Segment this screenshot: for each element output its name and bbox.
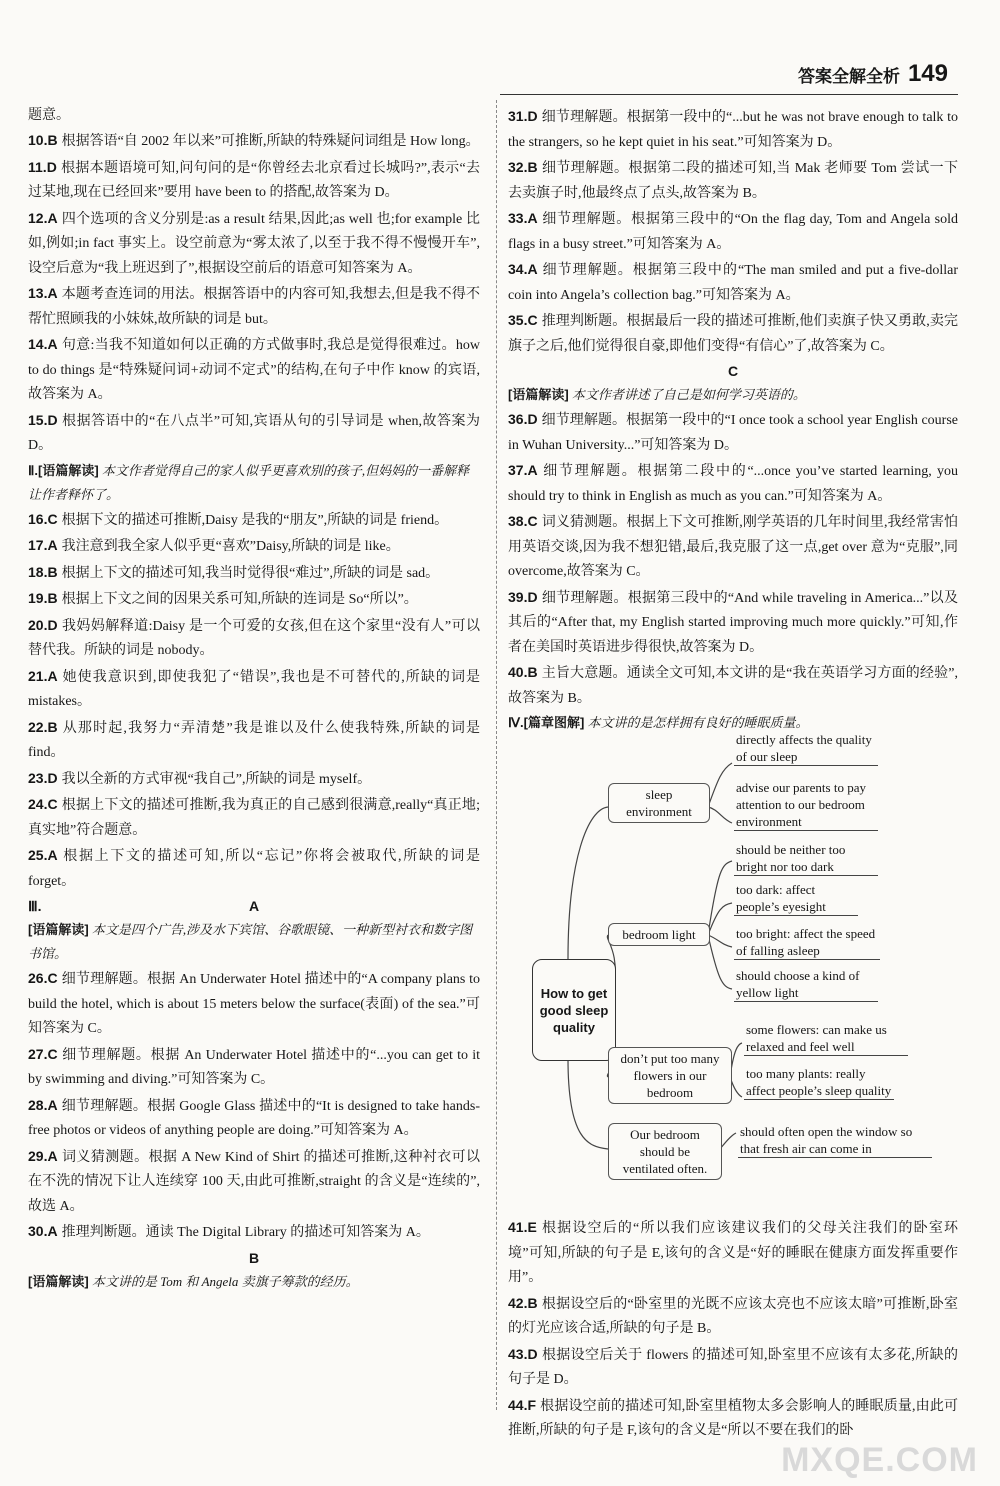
answer-entry: [28, 507, 480, 534]
mind-map-center: [532, 959, 616, 1061]
answer-number: 32.B: [508, 159, 538, 175]
leaf: should often open the window so that fresh air can come in: [738, 1123, 932, 1158]
answer-entry: [508, 1215, 958, 1291]
answer-number: 10.B: [28, 132, 58, 148]
answer-text: 她使我意识到,即使我犯了“错误”,我也是不可替代的,所缺的词是 mistakes。: [28, 669, 480, 709]
answer-number: 16.C: [28, 510, 58, 527]
answer-number: 22.B: [28, 718, 58, 735]
answer-entry: [28, 332, 480, 408]
answer-text: 主旨大意题。通读全文可知,本文讲的是“我在英语学习方面的经验”,故答案为 B。: [508, 666, 958, 706]
section-letter-b: B: [248, 1249, 260, 1266]
answer-text: 本题考查连词的用法。根据答语中的内容可知,我想去,但是我不得不帮忙照顾我的小妹妹,故所缺的词是 but。: [28, 287, 480, 327]
leaf: directly affects the quality of our sleep: [734, 731, 878, 766]
answer-number: 38.C: [508, 513, 538, 529]
leaf: some flowers: can make us relaxed and feel well: [744, 1021, 908, 1056]
answer-number: 36.D: [508, 411, 538, 427]
answer-entry: [508, 509, 958, 585]
answer-number: 20.D: [28, 616, 58, 633]
intro-tag: [语篇解读]: [508, 387, 569, 402]
answer-number: 19.B: [28, 590, 58, 606]
answer-text: 细节理解题。根据第一段中的“...but he was not brave enough to talk to the strangers, so he kept quiet in his seat.”可知答案为 D。: [508, 110, 958, 150]
answer-text: 细节理解题。根据 Google Glass 描述中的“It is designed to take hands-free photos or videos of anything people are doing.”可知答案为 A。: [28, 1098, 480, 1138]
answer-entry: [28, 966, 480, 1042]
header-rule: [500, 94, 958, 95]
answer-text: 细节理解题。根据第三段中的“On the flag day, Tom and Angela sold flags in a busy street.”可知答案为 A。: [508, 212, 958, 252]
answer-entry: [508, 257, 958, 308]
answer-entry: [508, 458, 958, 509]
left-column: [28, 104, 480, 1294]
intro-tag: Ⅳ.[篇章图解]: [508, 715, 585, 730]
center-label: How to get good sleep quality: [539, 985, 609, 1035]
answer-entry: [28, 613, 480, 664]
intro-text: 本文讲的是 Tom 和 Angela 卖旗子筹款的经历。: [91, 1273, 359, 1289]
page-header: [798, 56, 948, 92]
answer-text: 细节理解题。根据 An Underwater Hotel 描述中的“...you can get to it by swimming and diving.”可知答案为 C。: [28, 1047, 480, 1087]
intro-tag: [语篇解读]: [28, 1273, 89, 1289]
answer-entry: [28, 155, 480, 206]
right-column: [508, 104, 958, 1444]
answer-entry: [28, 281, 480, 332]
answer-text: 根据上下文之间的因果关系可知,所缺的连词是 So“所以”。: [61, 592, 418, 607]
answer-text: 细节理解题。根据第三段中的“And while traveling in America...”以及其后的“After that, my English started improving much more quickly.”可知,作者在美国时英语进步得很快,故答案为 D。: [508, 590, 958, 655]
answer-number: 34.A: [508, 261, 538, 277]
answer-entry: [28, 408, 480, 459]
answer-entry: [28, 1042, 480, 1093]
answer-entry: [508, 206, 958, 257]
intro-text: 本文是四个广告,涉及水下宾馆、谷歌眼镜、一种新型衬衣和数字图书馆。: [28, 922, 473, 961]
answer-entry: [508, 660, 958, 711]
answer-entry: [28, 560, 480, 587]
answer-entry: [508, 155, 958, 206]
branch-sleep-environment: [608, 783, 710, 823]
answer-text: 根据设空后的“卧室里的光既不应该太亮也不应该太暗”可推断,卧室的灯光应该合适,所缺的句子是 B。: [508, 1296, 958, 1336]
section-number: Ⅲ.: [28, 898, 42, 914]
answer-entry: [508, 1342, 958, 1393]
section-intro: [508, 711, 958, 735]
leaf: too dark: affect people’s eyesight: [734, 881, 858, 916]
answer-number: 14.A: [28, 336, 58, 352]
column-divider: [496, 100, 497, 1410]
intro-text: 本文作者讲述了自己是如何学习英语的。: [571, 387, 806, 402]
answer-entry: [508, 585, 958, 661]
leaf: should be neither too bright nor too dark: [734, 841, 878, 876]
answer-text: 四个选项的含义分别是:as a result 结果,因此;as well 也;for example 比如,例如;in fact 事实上。设空前意为“雾太浓了,以至于我不得不慢慢开车”,设空后意为“我上班迟到了”,根据设空前后的语意可知答案为 A。: [28, 211, 480, 276]
section-intro: [28, 918, 480, 966]
answer-entry: [508, 308, 958, 359]
branch-bedroom-light: [608, 923, 710, 946]
section-intro: [28, 459, 480, 507]
answer-text: 细节理解题。根据第二段的描述可知,当 Mak 老师要 Tom 尝试一下去卖旗子时,他最终点了点头,故答案为 B。: [508, 161, 958, 201]
branch-label: Our bedroom should be ventilated often.: [622, 1127, 708, 1176]
branch-label: sleep environment: [626, 787, 692, 819]
answer-entry: [28, 843, 480, 894]
answer-text: 根据答语中的“在八点半”可知,宾语从句的引导词是 when,故答案为 D。: [28, 413, 480, 453]
intro-tag: [语篇解读]: [28, 922, 89, 937]
answer-text: 词义猜测题。根据 A New Kind of Shirt 的描述可推断,这种衬衣可以在不洗的情况下让人连续穿 100 天,由此可推断,straight 的含义是“连续的”,故选 A。: [28, 1149, 480, 1214]
section-intro: [508, 383, 958, 407]
leaf: too bright: affect the speed of falling asleep: [734, 925, 880, 960]
answer-text: 从那时起,我努力“弄清楚”我是谁以及什么使我特殊,所缺的词是 find。: [28, 720, 480, 760]
answer-text: 我以全新的方式审视“我自己”,所缺的词是 myself。: [61, 771, 372, 787]
branch-label: bedroom light: [622, 927, 696, 942]
answer-number: 30.A: [28, 1223, 58, 1239]
answer-number: 25.A: [28, 847, 58, 863]
answer-entry: [28, 533, 480, 560]
section-intro: [28, 1270, 480, 1294]
answer-number: 26.C: [28, 970, 58, 986]
answer-entry: [28, 715, 480, 766]
answer-text: 细节理解题。根据第三段中的“The man smiled and put a five-dollar coin into Angela’s collection bag.”可知答案为 A。: [508, 263, 958, 303]
answer-number: 40.B: [508, 664, 538, 680]
answer-text: 句意:当我不知道如何以正确的方式做事时,我总是觉得很难过。how to do things 是“特殊疑问词+动词不定式”的结构,在句子中作 know 的宾语,故答案为 A。: [28, 338, 480, 402]
answer-number: 13.A: [28, 285, 58, 301]
answer-text: 我妈妈解释道:Daisy 是一个可爱的女孩,但在这个家里“没有人”可以替代我。所缺的词是 nobody。: [28, 618, 480, 658]
answer-text: 推理判断题。通读 The Digital Library 的描述可知答案为 A。: [61, 1225, 430, 1240]
answer-text: 根据本题语境可知,问句问的是“你曾经去北京看过长城吗?”,表示“去过某地,现在已经回来”要用 have been to 的搭配,故答案为 D。: [28, 160, 480, 200]
answer-entry: [28, 1093, 480, 1144]
intro-tag: Ⅱ.[语篇解读]: [28, 462, 99, 478]
answer-number: 11.D: [28, 158, 57, 175]
branch-flowers: [608, 1047, 732, 1104]
answer-text: 细节理解题。根据 An Underwater Hotel 描述中的“A company plans to build the hotel, which is about 15 meters below the surface(表面) of the sea.”可知答案为 C。: [28, 972, 480, 1036]
answer-number: 44.F: [508, 1396, 537, 1413]
answer-entry: [28, 1219, 480, 1246]
watermark: MXQE.COM: [781, 1441, 978, 1479]
answer-entry: [28, 206, 480, 282]
header-title: 答案全解全析: [797, 66, 900, 86]
answer-entry: [28, 664, 480, 715]
answer-number: 24.C: [28, 796, 58, 812]
leaf: too many plants: really affect people’s sleep quality: [744, 1065, 894, 1100]
answer-text: 根据上下文的描述可知,我当时觉得很“难过”,所缺的词是 sad。: [61, 565, 440, 581]
answer-text: 根据答语“自 2002 年以来”可推断,所缺的特殊疑问词组是 How long。: [61, 134, 480, 149]
mind-map: [508, 732, 958, 1209]
page-number: 149: [907, 60, 948, 87]
section-letter-a: A: [248, 898, 260, 914]
continued-text: 题意。: [28, 108, 70, 123]
answer-number: 27.C: [28, 1045, 58, 1062]
answer-entry: [28, 792, 480, 843]
answer-text: 根据设空前的描述可知,卧室里植物太多会影响人的睡眠质量,由此可推断,所缺的句子是 F,该句的含义是“所以不要在我们的卧: [508, 1398, 958, 1438]
answer-text: 根据设空后的“所以我们应该建议我们的父母关注我们的卧室环境”可知,所缺的句子是 E,该句的含义是“好的睡眠在健康方面发挥重要作用”。: [508, 1221, 958, 1285]
leaf: should choose a kind of yellow light: [734, 967, 878, 1002]
answer-text: 细节理解题。根据第二段中的“...once you’ve started learning, you should try to think in English as much as you can.”可知答案为 A。: [508, 464, 958, 504]
answer-number: 41.E: [508, 1219, 537, 1235]
answer-entry: [28, 128, 480, 155]
answer-entry: [508, 407, 958, 458]
answer-number: 42.B: [508, 1294, 538, 1311]
answer-entry: [508, 1393, 958, 1444]
answer-number: 39.D: [508, 588, 538, 605]
answer-number: 12.A: [28, 209, 58, 226]
answer-text: 我注意到我全家人似乎更“喜欢”Daisy,所缺的词是 like。: [61, 539, 400, 554]
answer-entry: [28, 1144, 480, 1220]
intro-text: 本文讲的是怎样拥有良好的睡眠质量。: [587, 715, 809, 730]
answer-text: 词义猜测题。根据上下文可推断,刚学英语的几年时间里,我经常害怕用英语交谈,因为我不想犯错,最后,我克服了这一点,get over 意为“克服”,同 overcome,故答案为 C。: [508, 515, 958, 579]
intro-text: 本文作者觉得自己的家人似乎更喜欢别的孩子,但妈妈的一番解释让作者释怀了。: [28, 462, 470, 502]
answer-text: 根据上下文的描述可推断,我为真正的自己感到很满意,really“真正地;真实地”符合题意。: [28, 798, 480, 838]
answer-number: 35.C: [508, 312, 538, 328]
answer-number: 29.A: [28, 1147, 58, 1164]
answer-number: 21.A: [28, 667, 58, 684]
answer-text: 推理判断题。根据最后一段的描述可推断,他们卖旗子快又勇敢,卖完旗子之后,他们觉得很自豪,即他们变得“有信心”了,故答案为 C。: [508, 314, 958, 354]
answer-text: 细节理解题。根据第一段中的“I once took a school year English course in Wuhan University...”可知答案为 D。: [508, 413, 958, 453]
answer-number: 43.D: [508, 1345, 538, 1362]
answer-number: 28.A: [28, 1096, 58, 1113]
answer-number: 23.D: [28, 769, 58, 786]
section-letter-c: C: [727, 363, 739, 379]
answer-entry: [28, 766, 480, 793]
answer-number: 31.D: [508, 108, 538, 124]
answer-number: 33.A: [508, 210, 538, 226]
answer-number: 18.B: [28, 563, 58, 580]
answer-number: 15.D: [28, 411, 58, 428]
answer-entry: [508, 1291, 958, 1342]
answer-number: 17.A: [28, 537, 58, 553]
answer-number: 37.A: [508, 462, 538, 478]
answer-entry: [28, 586, 480, 613]
branch-label: don’t put too many flowers in our bedroom: [620, 1051, 720, 1100]
answer-text: 根据设空后关于 flowers 的描述可知,卧室里不应该有太多花,所缺的句子是 D。: [508, 1347, 958, 1387]
answer-text: 根据上下文的描述可知,所以“忘记”你将会被取代,所缺的词是 forget。: [28, 849, 480, 889]
branch-ventilation: [608, 1123, 722, 1180]
answer-text: 根据下文的描述可推断,Daisy 是我的“朋友”,所缺的词是 friend。: [61, 512, 449, 528]
answer-entry: [508, 104, 958, 155]
leaf: advise our parents to pay attention to our bedroom environment: [734, 779, 878, 831]
